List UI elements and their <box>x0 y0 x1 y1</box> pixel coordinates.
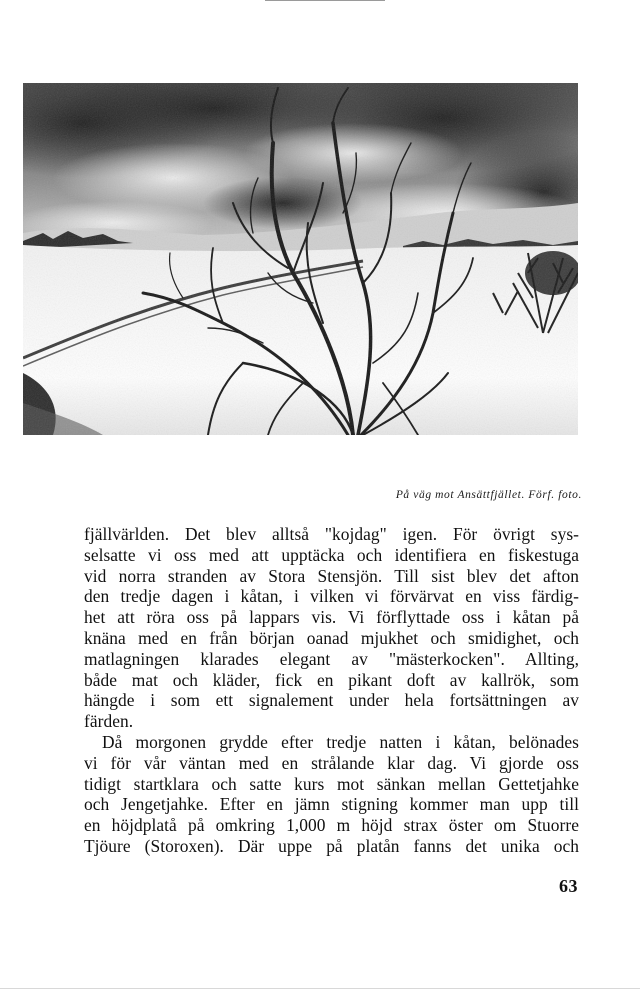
text-line: tidigt startklara och satte kurs mot sänkan mellan Gettetjahke <box>84 773 579 794</box>
text-line: vid norra stranden av Stora Stensjön. Till sist blev det afton <box>84 565 579 586</box>
text-line: fjällvärlden. Det blev alltså "kojdag" igen. För övrigt sys- <box>84 524 579 544</box>
page-number: 63 <box>559 876 578 896</box>
bottom-edge-rule <box>0 988 640 989</box>
text-line-paragraph-start: Då morgonen grydde efter tredje natten i kåtan, belönades <box>102 731 579 752</box>
text-line: en höjdplatå på omkring 1,000 m höjd strax öster om Stuorre <box>84 815 579 836</box>
text-line: hängde i som ett signalement under hela fortsättningen av <box>84 690 579 711</box>
winter-landscape-photo <box>23 83 578 435</box>
text-line: matlagningen klarades elegant av "mästerkocken". Allting, <box>84 648 579 669</box>
photo-caption: På väg mot Ansättfjället. Förf. foto. <box>395 489 582 501</box>
text-line: het att röra oss på lappars vis. Vi förflyttade oss i kåtan på <box>84 607 579 628</box>
photo-graphic <box>23 83 578 435</box>
text-line: knäna med en från början oanad mjukhet och smidighet, och <box>84 627 579 648</box>
text-line-paragraph-end: färden. <box>84 711 134 732</box>
text-line: selsatte vi oss med att upptäcka och identifiera en fiskestuga <box>84 544 579 565</box>
text-line: både mat och kläder, fick en pikant doft av kallrök, som <box>84 669 579 690</box>
film-grain <box>23 83 578 435</box>
text-line: den tredje dagen i kåtan, i vilken vi förvärvat en viss färdig- <box>84 586 579 607</box>
text-line: och Jengetjahke. Efter en jämn stigning kommer man upp till <box>84 794 579 815</box>
top-edge-rule <box>265 0 385 1</box>
text-line: Tjöure (Storoxen). Där uppe på platån fanns det unika och <box>84 835 579 856</box>
body-text <box>84 524 579 857</box>
text-line: vi för vår väntan med en strålande klar dag. Vi gjorde oss <box>84 752 579 773</box>
